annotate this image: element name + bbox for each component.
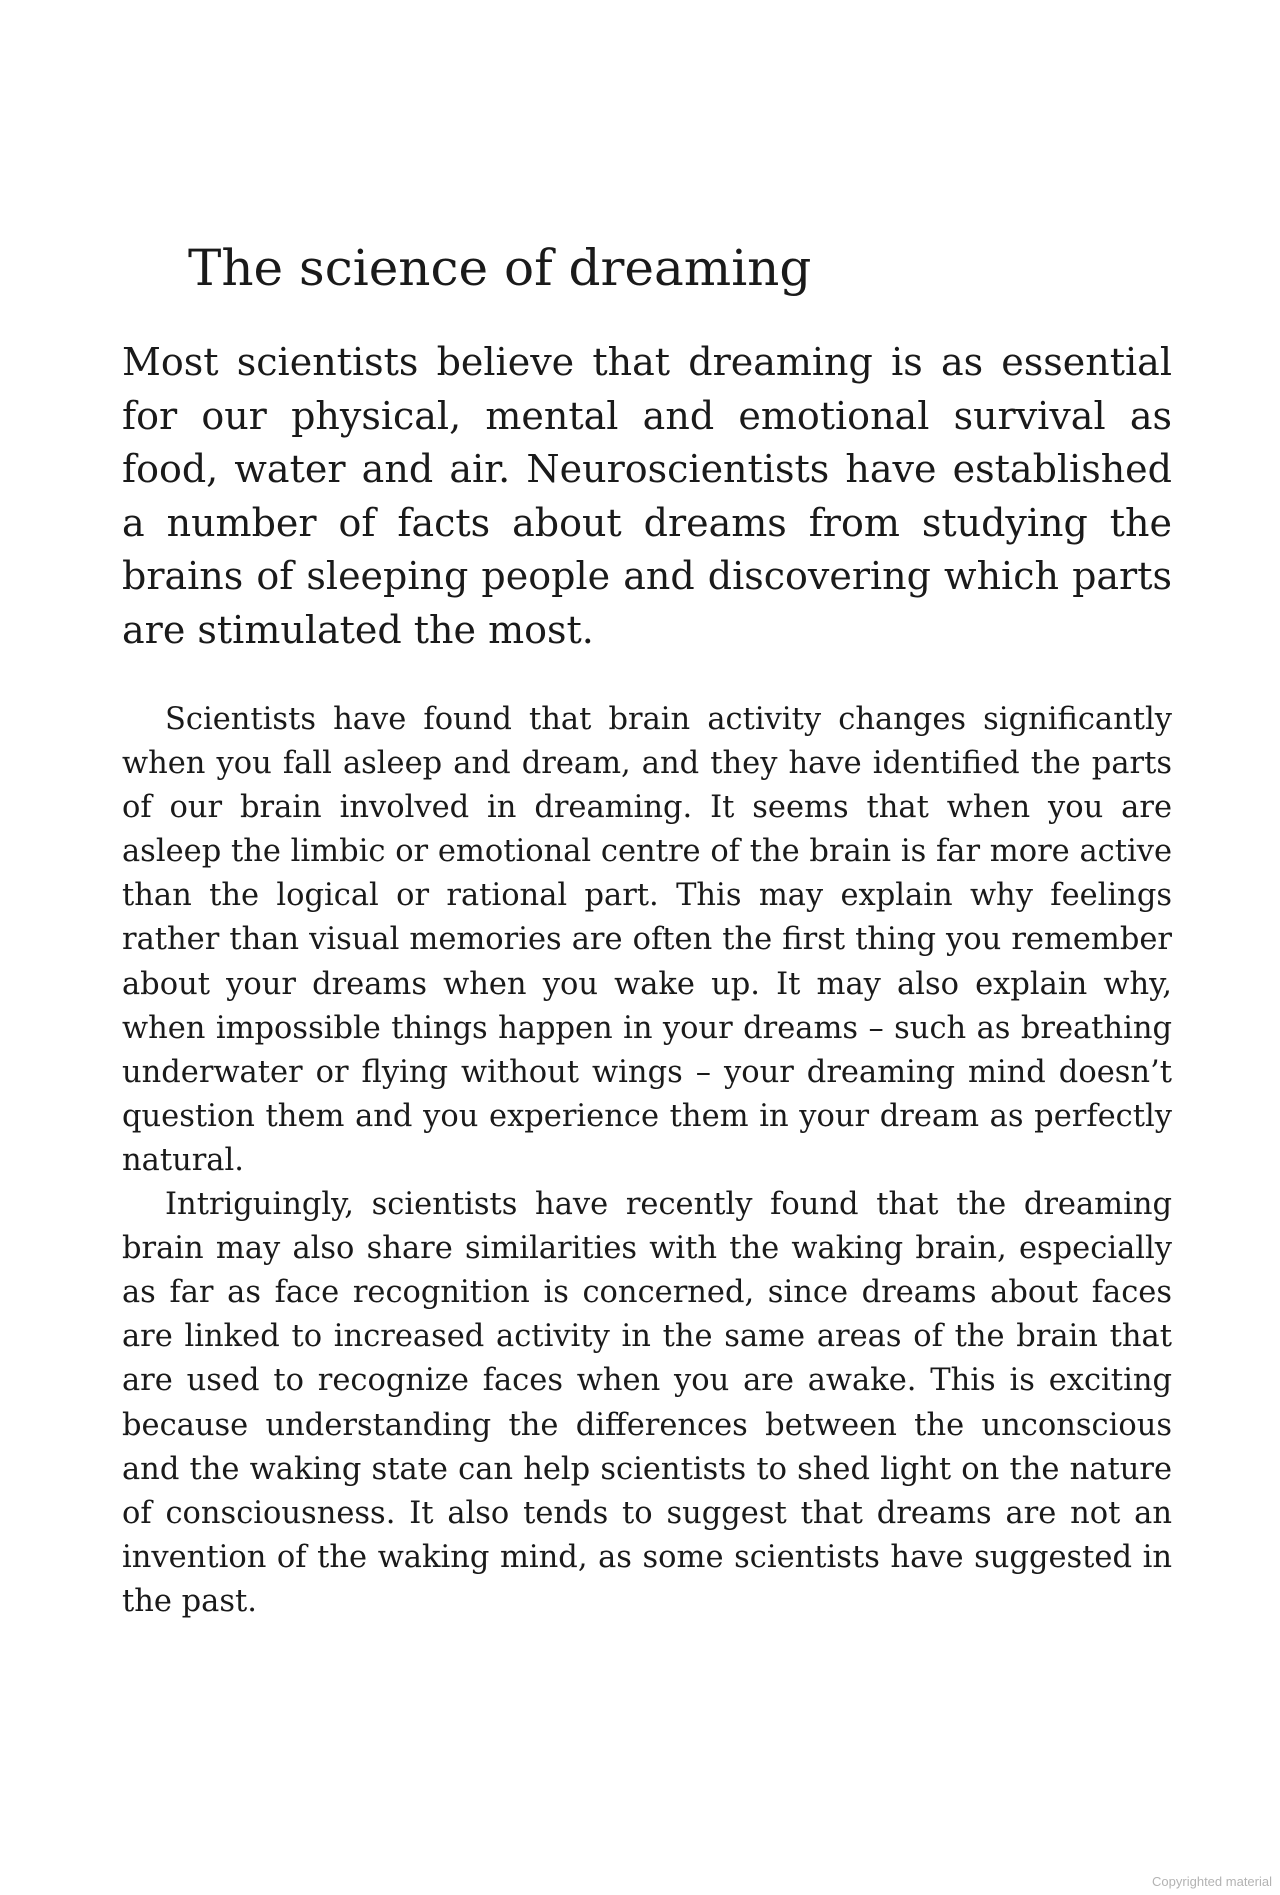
body-paragraph: Intriguingly, scientists have recently found that the dreaming brain may also share similarities with the waking brain, especially as far as face recognition is concerned, since dreams about faces are linked to increased activity in the same areas of the brain that are used to recognize faces when you are awake. This is exciting because understanding the differences between the unconscious and the waking state can help scientists to shed light on the nature of consciousness. It also tends to suggest that dreams are not an invention of the waking mind, as some scientists have suggested in the past. bbox=[122, 1187, 1172, 1619]
chapter-title: The science of dreaming bbox=[188, 239, 812, 297]
body-text bbox=[122, 698, 1172, 1624]
book-page bbox=[122, 0, 1172, 1895]
body-paragraph: Scientists have found that brain activity changes significantly when you fall asleep and dream, and they have identified the parts of our brain involved in dreaming. It seems that when you are asleep the limbic or emotional centre of the brain is far more active than the logical or rational part. This may explain why feelings rather than visual memories are often the first thing you remember about your dreams when you wake up. It may also explain why, when impossible things happen in your dreams – such as breathing underwater or flying without wings – your dreaming mind doesn’t question them and you experience them in your dream as perfectly natural. bbox=[122, 702, 1172, 1178]
copyright-watermark: Copyrighted material bbox=[1152, 1874, 1272, 1889]
intro-paragraph: Most scientists believe that dreaming is as essential for our physical, mental and emotional survival as food, water and air. Neuroscientists have established a number of facts about dreams from studying the brains of sleeping people and discovering which parts are stimulated the most. bbox=[122, 340, 1172, 652]
